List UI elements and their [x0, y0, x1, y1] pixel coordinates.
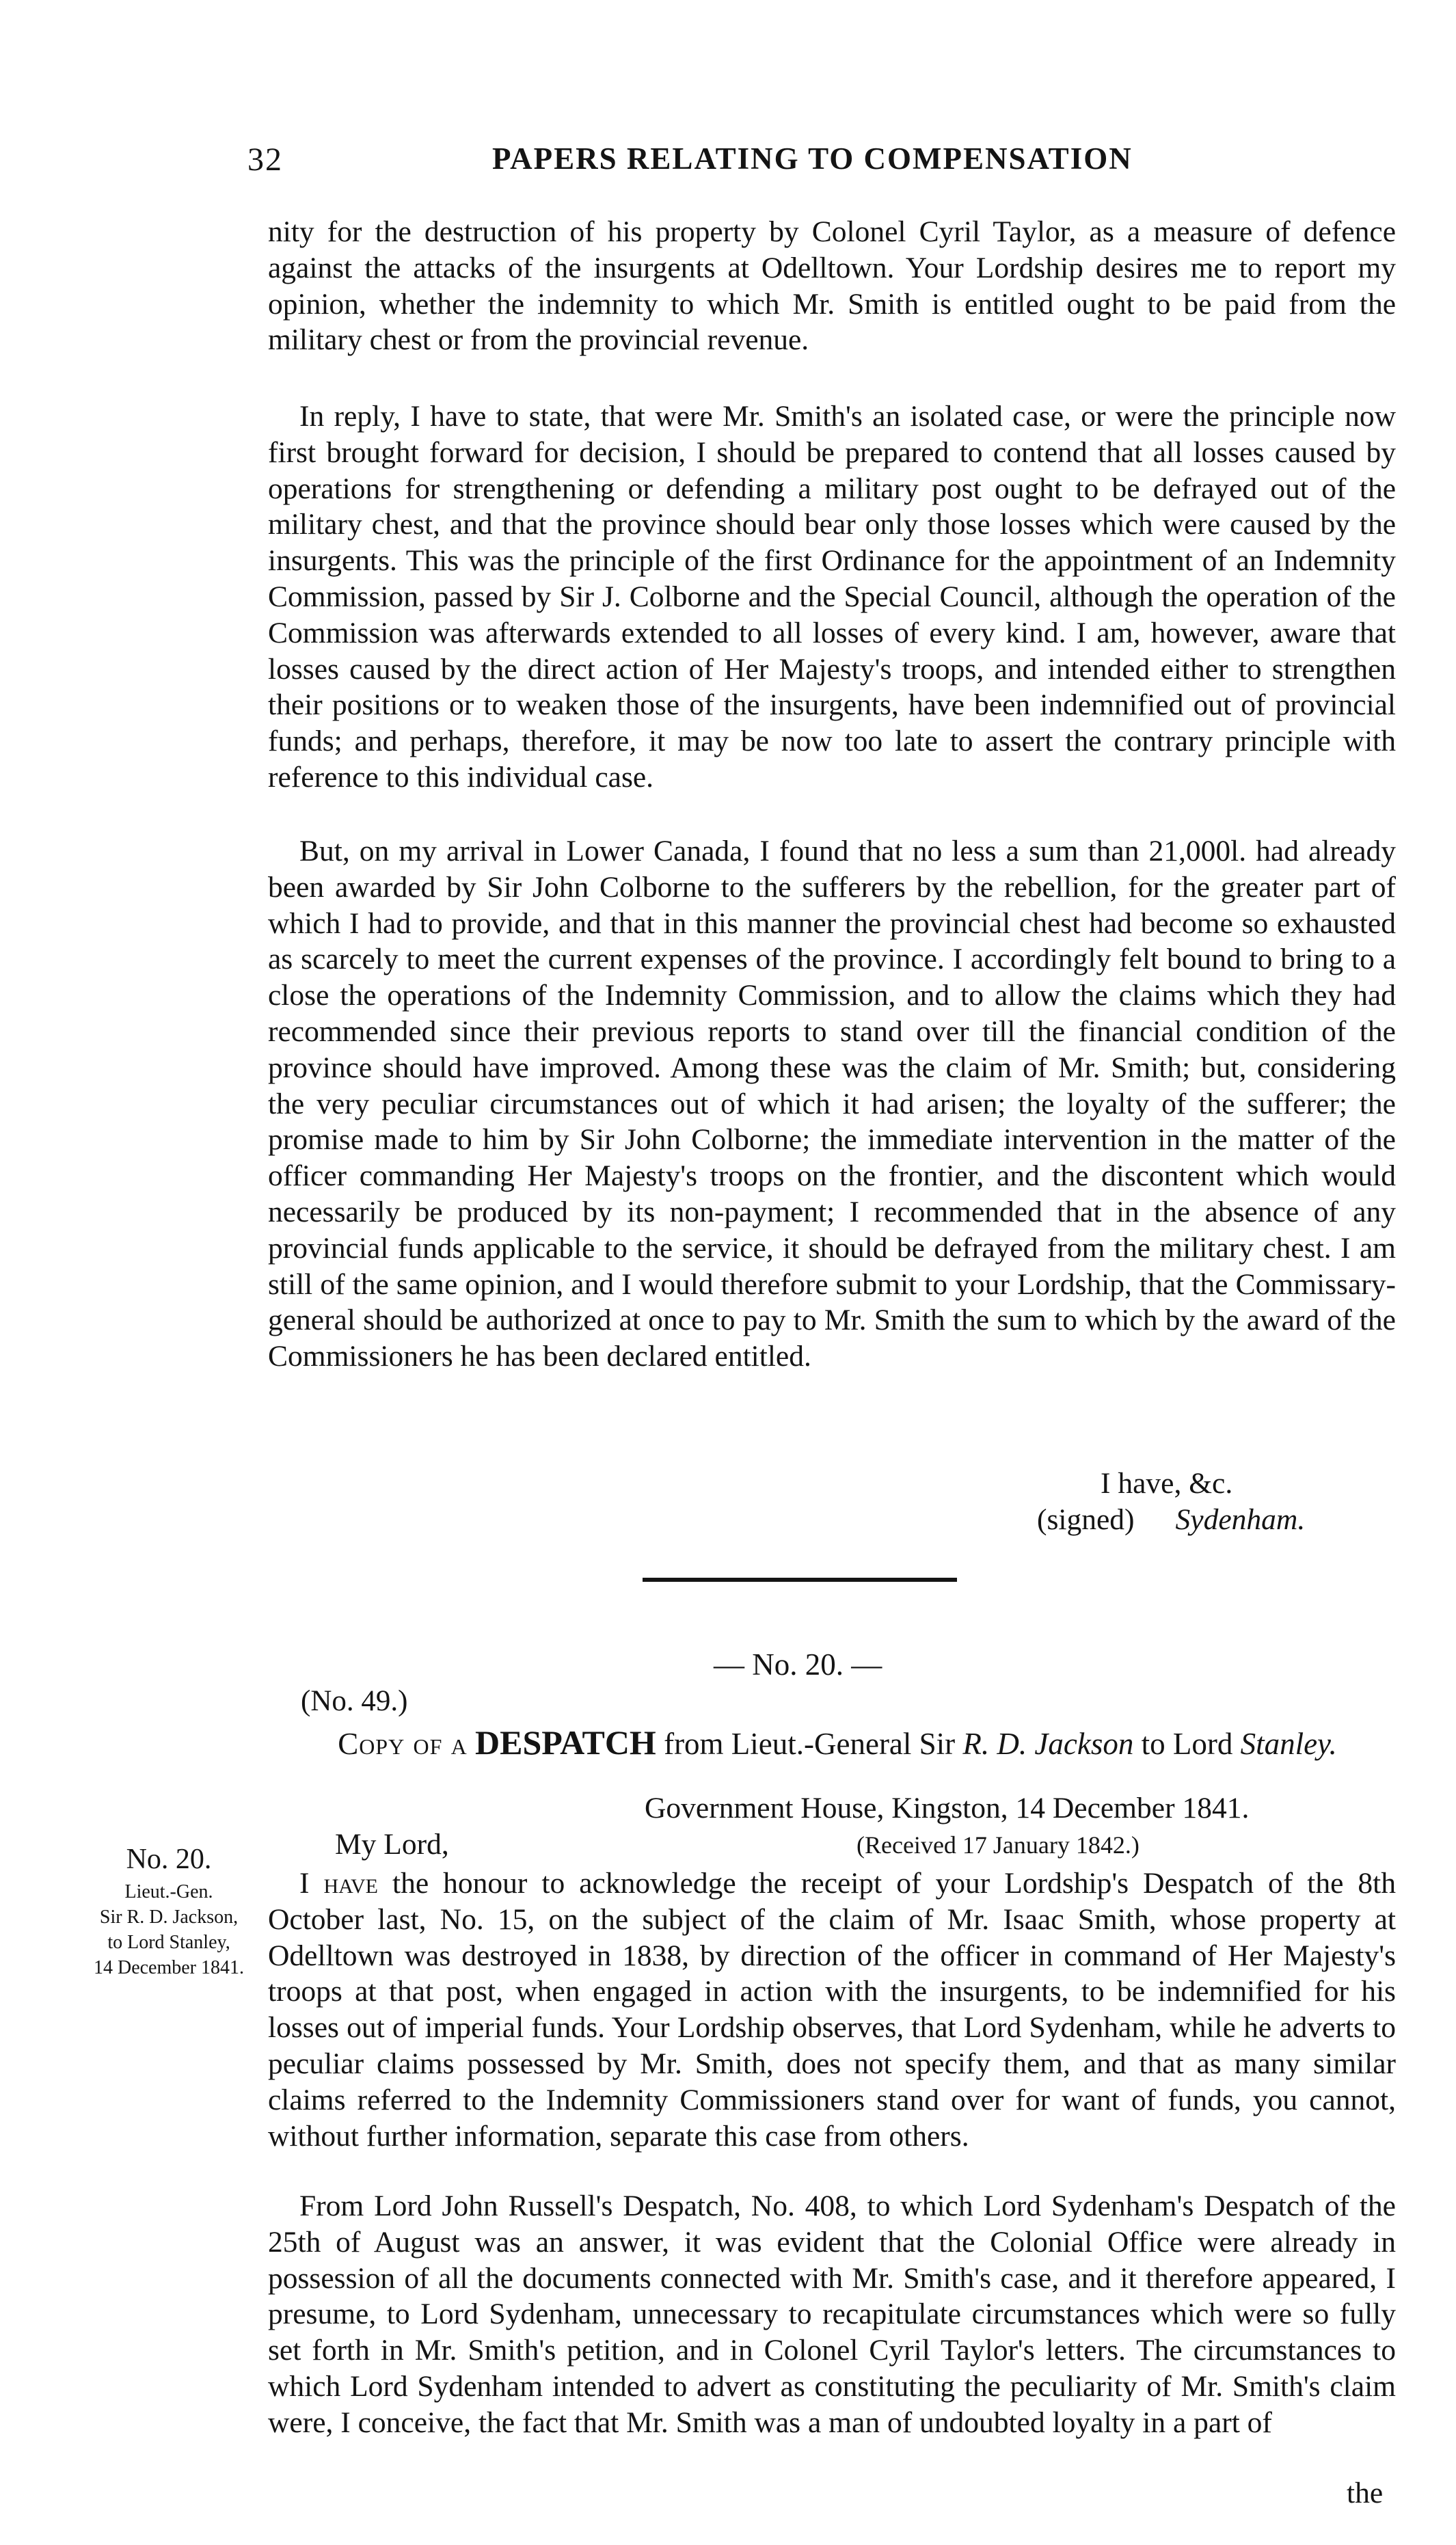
margin-number: No. 20. — [126, 1844, 212, 1875]
despatch-number: (No. 49.) — [301, 1685, 408, 1717]
heading-recipient: Stanley. — [1240, 1727, 1337, 1761]
margin-note — [83, 1842, 254, 1980]
section-divider — [643, 1578, 957, 1582]
despatch-paragraph-1 — [268, 1866, 1396, 2154]
signature-line — [1037, 1503, 1305, 1537]
letter-paragraph-2 — [268, 399, 1396, 796]
margin-line: 14 December 1841. — [93, 1957, 245, 1978]
signed-label: (signed) — [1037, 1503, 1135, 1536]
document-number: — No. 20. — — [714, 1647, 882, 1682]
margin-line: to Lord Stanley, — [107, 1932, 230, 1953]
paragraph-body: the honour to acknowledge the receipt of your Lordship's Despatch of the 8th October last, No. 15, on the subject of the claim of Mr. Isaac Smith, whose property at Odelltown was destroyed in 1838, by direction of the officer in command of Her Majesty's troops at that post, when engaged in action with the insurgents, to be indemnified for his losses out of imperial funds. Your Lordship observes, that Lord Sydenham, while he adverts to peculiar claims possessed by Mr. Smith, does not specify them, and that as many similar claims referred to the Indemnity Commissioners stand over for want of funds, you cannot, without further information, separate this case from others. — [268, 1867, 1396, 2153]
paragraph-text — [268, 1866, 1396, 2154]
paragraph-text: But, on my arrival in Lower Canada, I found that no less a sum than 21,000l. had already been awarded by Sir John Colborne to the sufferers by the rebellion, for the greater part of which I had to provide, and that in this manner the provincial chest had become so exhausted as scarcely to meet the current expenses of the province. I accordingly felt bound to bring to a close the operations of the Indemnity Commission, and to allow the claims which they had recommended since their previous reports to stand over till the financial condition of the province should have improved. Among these was the claim of Mr. Smith; but, considering the very peculiar circumstances out of which it had arisen; the loyalty of the sufferer; the promise made to him by Sir John Colborne; the immediate intervention in the matter of the officer commanding Her Majesty's troops on the frontier, and the discontent which would necessarily be produced by its non-payment; I recommended that in the absence of any provincial funds applicable to the service, it should be defrayed from the military chest. I am still of the same opinion, and I would therefore submit to your Lordship, that the Commissary-general should be authorized at once to pay to Mr. Smith the sum to which by the award of the Commissioners he has been declared entitled. — [268, 835, 1396, 1373]
letter-paragraph-1 — [268, 214, 1396, 358]
page-number: 32 — [247, 142, 283, 178]
running-title: PAPERS RELATING TO COMPENSATION — [492, 142, 1133, 176]
signature-name: Sydenham. — [1175, 1503, 1306, 1536]
heading-copy: Copy of a — [338, 1727, 468, 1761]
margin-line: Sir R. D. Jackson, — [99, 1907, 239, 1928]
heading-from: from Lieut.-General Sir — [664, 1727, 956, 1761]
paragraph-text: In reply, I have to state, that were Mr. Smith's an isolated case, or were the principle now first brought forward for decision, I should be prepared to contend that all losses caused by operations for strengthening or defending a military post ought to be defrayed out of the military chest, and that the province should bear only those losses which were caused by the insurgents. This was the principle of the first Ordinance for the appointment of an Indemnity Commission, passed by Sir J. Colborne and the Special Council, although the operation of the Commission was afterwards extended to all losses of every kind. I am, however, aware that losses caused by the direct action of Her Majesty's troops, and intended either to strengthen their positions or to weaken those of the insurgents, have been indemnified out of provincial funds; and perhaps, therefore, it may be now too late to assert the contrary principle with reference to this individual case. — [268, 400, 1396, 794]
closing-line: I have, &c. — [1101, 1467, 1233, 1500]
heading-despatch: DESPATCH — [474, 1723, 656, 1762]
heading-sender: R. D. Jackson — [962, 1727, 1134, 1761]
salutation: My Lord, — [335, 1828, 449, 1861]
dateline: Government House, Kingston, 14 December 1841. — [645, 1792, 1250, 1824]
heading-to: to Lord — [1141, 1727, 1233, 1761]
catchword: the — [1347, 2477, 1384, 2509]
margin-line: Lieut.-Gen. — [124, 1881, 213, 1902]
despatch-paragraph-2 — [268, 2188, 1396, 2441]
letter-paragraph-3 — [268, 833, 1396, 1375]
paragraph-text: nity for the destruction of his property by Colonel Cyril Taylor, as a measure of defence against the attacks of the insurgents at Odelltown. Your Lordship desires me to report my opinion, whether the indemnity to which Mr. Smith is entitled ought to be paid from the military chest or from the provincial revenue. — [268, 215, 1396, 357]
despatch-heading — [273, 1723, 1401, 1762]
received-date: (Received 17 January 1842.) — [857, 1831, 1140, 1859]
paragraph-text: From Lord John Russell's Despatch, No. 408, to which Lord Sydenham's Despatch of the 25th of August was an answer, it was evident that the Colonial Office were already in possession of all the documents connected with Mr. Smith's case, and it therefore appeared, I presume, to Lord Sydenham, unnecessary to recapitulate circumstances which were so fully set forth in Mr. Smith's petition, and in Colonel Cyril Taylor's letters. The circumstances to which Lord Sydenham intended to advert as constituting the peculiarity of Mr. Smith's claim were, I conceive, the fact that Mr. Smith was a man of undoubted loyalty in a part of — [268, 2190, 1396, 2439]
opening-words: I have — [299, 1867, 378, 1900]
